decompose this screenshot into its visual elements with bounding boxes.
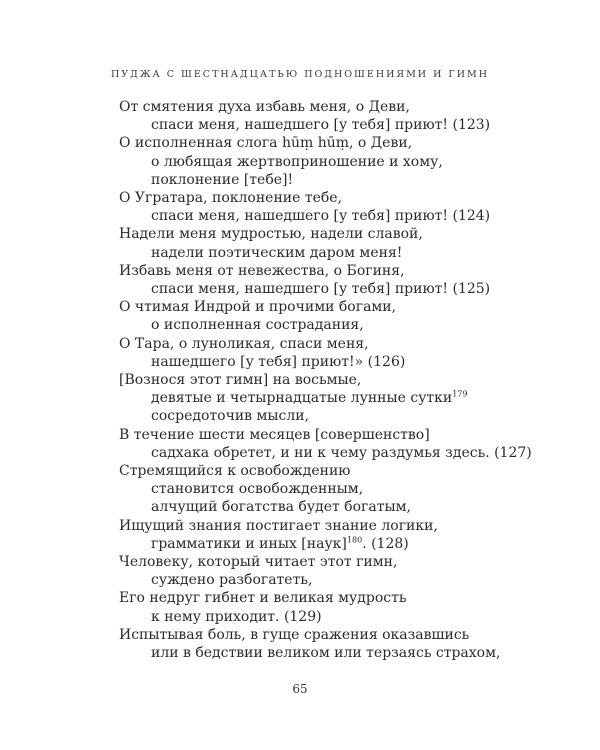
poem-line-text: нашедшего [у тебя] приют!» (126) xyxy=(151,353,406,370)
poem-line xyxy=(119,244,499,262)
poem-line-text: к нему приходит. (129) xyxy=(151,608,322,625)
poem-line-text: алчущий богатства будет богатым, xyxy=(151,499,411,516)
poem-line xyxy=(119,535,499,553)
running-head: ПУДЖА С ШЕСТНАДЦАТЬЮ ПОДНОШЕНИЯМИ И ГИМН xyxy=(110,69,490,80)
poem-line xyxy=(119,171,499,189)
poem-line-text: спаси меня, нашедшего [у тебя] приют! (124) xyxy=(151,208,491,225)
poem-line xyxy=(119,353,499,371)
poem-line xyxy=(119,553,499,571)
poem-line xyxy=(119,189,499,207)
poem-line xyxy=(119,207,499,225)
poem-line xyxy=(119,480,499,498)
poem-line-text: грамматики и иных [наук] xyxy=(151,535,347,552)
poem-line-text: [Вознося этот гимн] на восьмые, xyxy=(119,372,362,389)
poem-line-text: о любящая жертвоприношение и хому, xyxy=(151,153,443,170)
poem-line-text: Человеку, который читает этот гимн, xyxy=(119,554,398,571)
poem-line-tail: . (128) xyxy=(362,535,409,552)
poem-line xyxy=(119,407,499,425)
poem-line xyxy=(119,262,499,280)
poem-line xyxy=(119,134,499,152)
poem-line-text: О исполненная слога hūṃ hūṃ, о Деви, xyxy=(119,135,413,152)
poem-line-text: или в бедствии великом или терзаясь страхом, xyxy=(151,645,501,662)
poem-line xyxy=(119,608,499,626)
poem-line xyxy=(119,498,499,516)
poem-line xyxy=(119,225,499,243)
poem-line-text: Избавь меня от невежества, о Богиня, xyxy=(119,262,405,279)
poem-line xyxy=(119,371,499,389)
poem-line xyxy=(119,116,499,134)
poem-line xyxy=(119,280,499,298)
poem-line-text: Его недруг гибнет и великая мудрость xyxy=(119,590,407,607)
poem-line-text: О Тара, о луноликая, спаси меня, xyxy=(119,335,369,352)
page-number: 65 xyxy=(292,682,308,696)
poem-line xyxy=(119,517,499,535)
poem-line-text: садхака обретет, и ни к чему раздумья здесь. (127) xyxy=(151,444,532,461)
poem-line xyxy=(119,626,499,644)
poem-line-text: Испытывая боль, в гуще сражения оказавшись xyxy=(119,626,470,643)
poem-line-text: надели поэтическим даром меня! xyxy=(151,244,403,261)
footnote-marker: 180 xyxy=(346,535,363,545)
poem-line xyxy=(119,462,499,480)
poem-line-text: спаси меня, нашедшего [у тебя] приют! (123) xyxy=(151,117,491,134)
footnote-marker: 179 xyxy=(452,389,468,399)
poem-line xyxy=(119,571,499,589)
poem-text xyxy=(119,98,532,662)
poem-line-text: сосредоточив мысли, xyxy=(151,408,310,425)
poem-line-text: девятые и четырнадцатые лунные сутки xyxy=(151,390,453,407)
poem-line-text: о исполненная сострадания, xyxy=(151,317,364,334)
poem-line xyxy=(119,644,499,662)
poem-line-text: поклонение [тебе]! xyxy=(151,171,294,188)
poem-line xyxy=(119,389,499,407)
poem-line xyxy=(119,444,532,462)
poem-line-text: От смятения духа избавь меня, о Деви, xyxy=(119,99,410,115)
poem-line xyxy=(119,335,499,353)
poem-line-text: В течение шести месяцев [совершенство] xyxy=(119,426,430,443)
poem-line xyxy=(119,98,499,116)
poem-line-text: Надели меня мудростью, надели славой, xyxy=(119,226,423,243)
poem-line xyxy=(119,426,499,444)
poem-line xyxy=(119,153,499,171)
poem-line-text: Стремящийся к освобождению xyxy=(119,463,351,480)
poem-line-text: О чтимая Индрой и прочими богами, xyxy=(119,299,397,316)
poem-line xyxy=(119,589,499,607)
poem-line-text: Ищущий знания постигает знание логики, xyxy=(119,517,438,534)
poem-line-text: суждено разбогатеть, xyxy=(151,572,313,589)
poem-line xyxy=(119,298,499,316)
poem-line-text: спаси меня, нашедшего [у тебя] приют! (125) xyxy=(151,281,491,298)
poem-line-text: О Угратара, поклонение тебе, xyxy=(119,190,343,207)
poem-line xyxy=(119,316,499,334)
poem-line-text: становится освобожденным, xyxy=(151,481,364,498)
